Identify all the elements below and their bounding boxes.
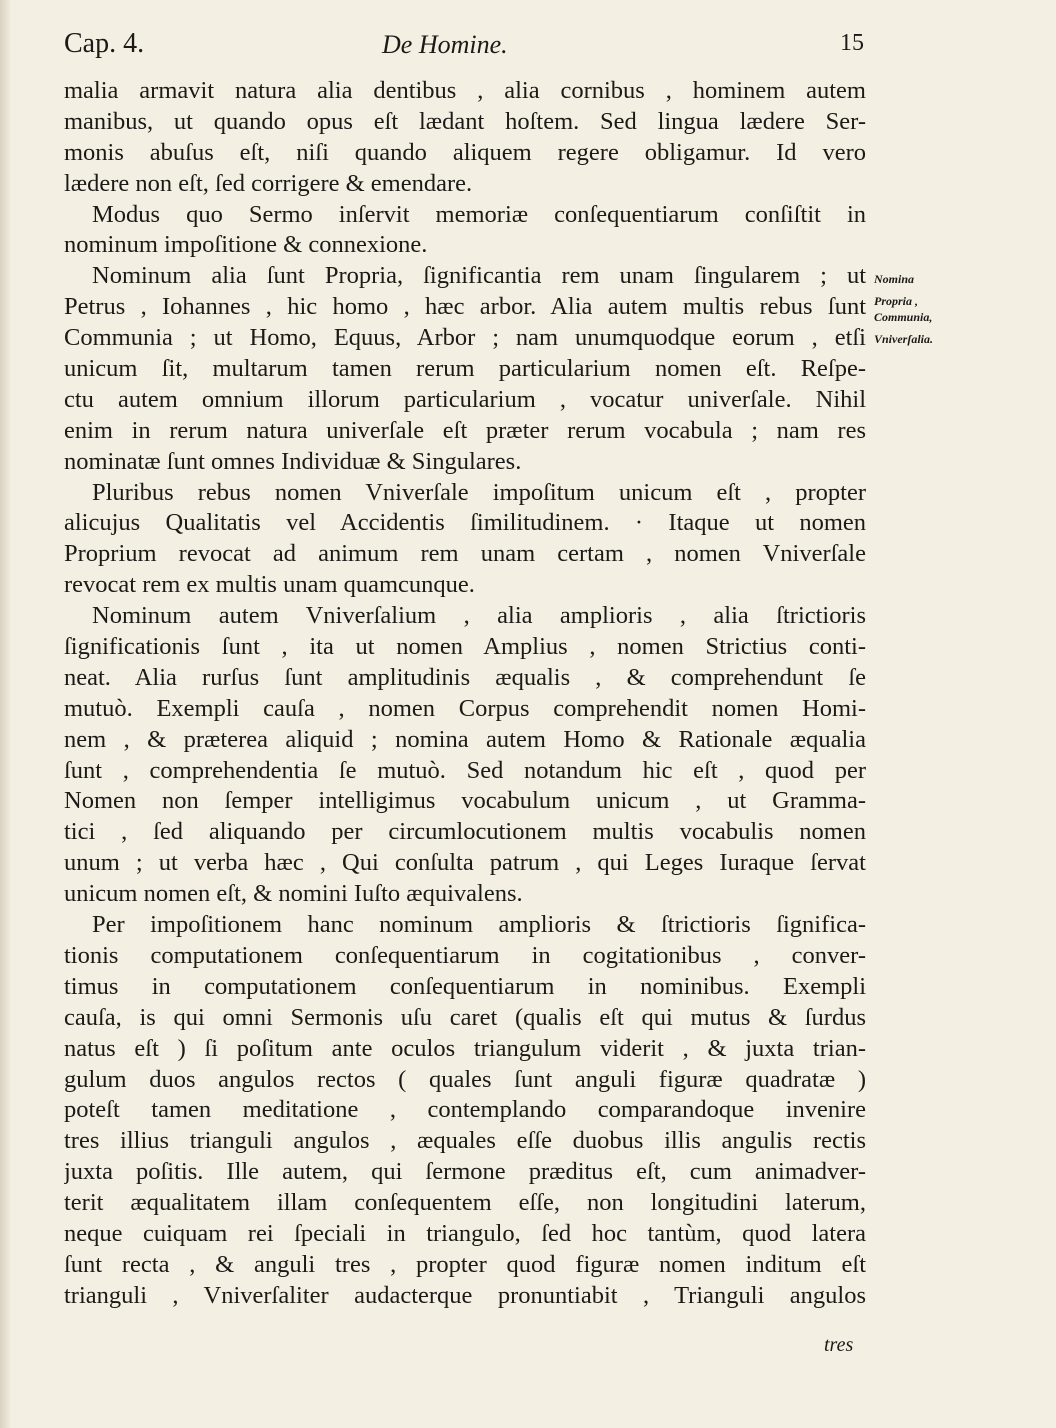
text-line: Nomen non ſemper intelligimus vocabulum unicum , ut Gramma- — [64, 787, 866, 815]
text-line: trianguli , Vniverſaliter audacterque pronuntiabit , Trianguli angulos — [64, 1281, 866, 1309]
text-line: nominum impoſitione & connexione. — [64, 231, 428, 259]
text-line: tionis computationem conſequentiarum in cogitationibus , conver- — [64, 941, 866, 969]
text-line: ſunt recta , & anguli tres , propter quod figuræ nomen inditum eſt — [64, 1250, 866, 1278]
running-header — [64, 28, 874, 68]
page-edge — [0, 0, 10, 1428]
text-line: poteſt tamen meditatione , contemplando comparandoque invenire — [64, 1096, 866, 1124]
text-line: Petrus , Iohannes , hic homo , hæc arbor. Alia autem multis rebus ſunt — [64, 293, 866, 321]
margin-note: Propria , — [874, 294, 919, 308]
text-line: lædere non eſt, ſed corrigere & emendare. — [64, 169, 473, 197]
text-line: ſunt , comprehendentia ſe mutuò. Sed notandum hic eſt , quod per — [64, 756, 866, 784]
text-line: Nominum alia ſunt Propria, ſignificantia rem unam ſingularem ; ut — [92, 262, 866, 290]
catchword: tres — [824, 1334, 854, 1356]
running-title: De Homine. — [382, 30, 508, 59]
chapter-label: Cap. 4. — [64, 28, 145, 59]
text-line: ſignificationis ſunt , ita ut nomen Amplius , nomen Strictius conti- — [64, 633, 866, 661]
text-line: timus in computationem conſequentiarum in nominibus. Exempli — [64, 972, 866, 1000]
text-line: unicum nomen eſt, & nomini Iuſto æquivalens. — [64, 880, 523, 908]
text-line: unum ; ut verba hæc , Qui conſulta patrum , qui Leges Iuraque ſervat — [64, 849, 866, 877]
text-line: neat. Alia rurſus ſunt amplitudinis æqualis , & comprehendunt ſe — [64, 663, 866, 691]
text-line: terit æqualitatem illam conſequentem eſſe, non longitudini laterum, — [64, 1189, 866, 1217]
text-line: juxta poſitis. Ille autem, qui ſermone præditus eſt, cum animadver- — [64, 1158, 866, 1186]
text-line: neque cuiquam rei ſpeciali in triangulo, ſed hoc tantùm, quod latera — [64, 1219, 866, 1247]
text-line: malia armavit natura alia dentibus , alia cornibus , hominem autem — [64, 77, 866, 104]
text-line: Pluribus rebus nomen Vniverſale impoſitum unicum eſt , propter — [92, 478, 866, 506]
text-line: natus eſt ) ſi poſitum ante oculos triangulum viderit , & juxta trian- — [64, 1034, 866, 1062]
text-line: enim in rerum natura univerſale eſt præter rerum vocabula ; nam res — [64, 416, 866, 444]
text-line: ctu autem omnium illorum particularium , vocatur univerſale. Nihil — [64, 385, 866, 413]
margin-note: Vniverſalia. — [874, 332, 933, 346]
text-line: Communia ; ut Homo, Equus, Arbor ; nam unumquodque eorum , etſi — [64, 324, 866, 352]
text-line: Nominum autem Vniverſalium , alia amplioris , alia ſtrictioris — [92, 602, 866, 630]
text-line: alicujus Qualitatis vel Accidentis ſimilitudinem. · Itaque ut nomen — [64, 509, 866, 537]
text-line: cauſa, is qui omni Sermonis uſu caret (qualis eſt qui mutus & ſurdus — [64, 1003, 866, 1031]
text-line: Modus quo Sermo inſervit memoriæ conſequentiarum conſiſtit in — [92, 200, 866, 228]
text-line: manibus, ut quando opus eſt lædant hoſtem. Sed lingua lædere Ser- — [64, 107, 866, 135]
text-line: revocat rem ex multis unam quamcunque. — [64, 571, 475, 599]
page-number: 15 — [840, 30, 864, 56]
margin-note: Communia, — [874, 310, 933, 324]
text-line: mutuò. Exempli cauſa , nomen Corpus comprehendit nomen Homi- — [64, 694, 866, 722]
text-line: monis abuſus eſt, niſi quando aliquem regere obligamur. Id vero — [64, 138, 866, 166]
text-line: Proprium revocat ad animum rem unam certam , nomen Vniverſale — [64, 540, 866, 568]
text-line: nominatæ ſunt omnes Individuæ & Singulares. — [64, 447, 522, 475]
text-line: Per impoſitionem hanc nominum amplioris & ſtrictioris ſignifica- — [92, 911, 866, 939]
body-text — [64, 76, 866, 1312]
text-line: tres illius trianguli angulos , æquales eſſe duobus illis angulis rectis — [64, 1127, 866, 1155]
text-line: gulum duos angulos rectos ( quales ſunt anguli figuræ quadratæ ) — [64, 1065, 866, 1093]
margin-note: Nomina — [874, 272, 915, 286]
text-line: unicum ſit, multarum tamen rerum particularium nomen eſt. Reſpe- — [64, 355, 866, 383]
text-line: nem , & præterea aliquid ; nomina autem Homo & Rationale æqualia — [64, 725, 866, 753]
text-line: tici , ſed aliquando per circumlocutionem multis vocabulis nomen — [64, 818, 866, 846]
